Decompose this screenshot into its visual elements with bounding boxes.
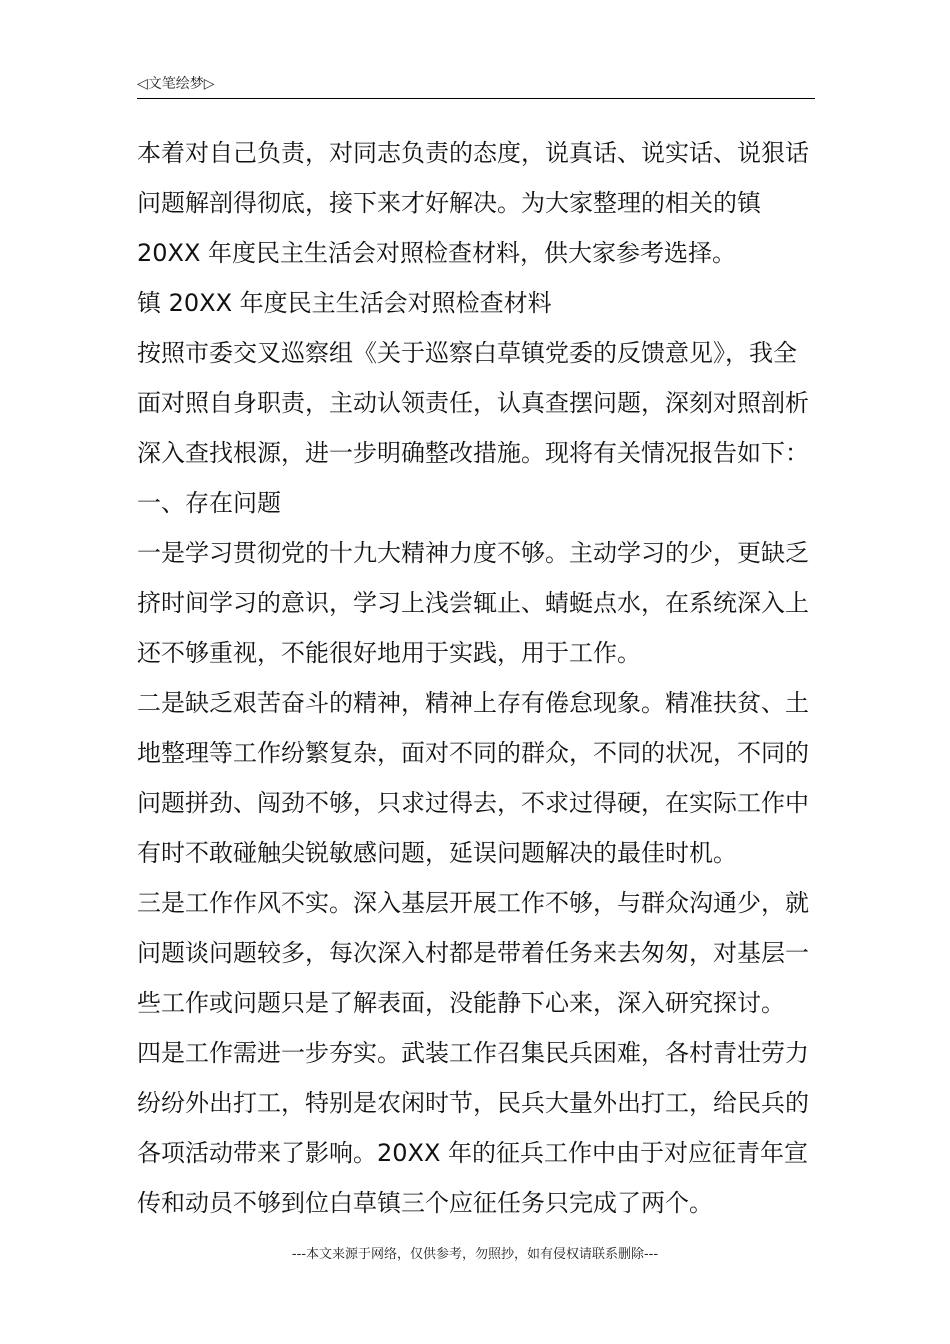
body-line: 传和动员不够到位白草镇三个应征任务只完成了两个。 [137,1189,713,1217]
page-footer: ---本文来源于网络，仅供参考，勿照抄，如有侵权请联系删除--- [291,1247,659,1262]
body-line: 纷纷外出打工，特别是农闲时节，民兵大量外出打工，给民兵的 [137,1089,809,1117]
body-line: 地整理等工作纷繁复杂，面对不同的群众，不同的状况，不同的 [137,739,809,767]
body-line: 二是缺乏艰苦奋斗的精神，精神上存有倦怠现象。精准扶贫、土 [137,689,809,717]
body-line: 还不够重视，不能很好地用于实践，用于工作。 [137,639,641,667]
body-line: 问题解剖得彻底，接下来才好解决。为大家整理的相关的镇 [137,189,761,217]
body-line: 四是工作需进一步夯实。武装工作召集民兵困难，各村青壮劳力 [137,1039,809,1067]
body-line: 各项活动带来了影响。20XX 年的征兵工作中由于对应征青年宣 [137,1139,809,1167]
body-line: 些工作或问题只是了解表面，没能静下心来，深入研究探讨。 [137,989,785,1017]
body-line: 挤时间学习的意识，学习上浅尝辄止、蜻蜓点水，在系统深入上 [137,589,809,617]
body-line: 一是学习贯彻党的十九大精神力度不够。主动学习的少，更缺乏 [137,539,809,567]
body-line: 面对照自身职责，主动认领责任，认真查摆问题，深刻对照剖析 [137,389,809,417]
document-body [137,128,815,1228]
page-header [137,74,815,98]
body-line: 有时不敢碰触尖锐敏感问题，延误问题解决的最佳时机。 [137,839,737,867]
body-line: 问题谈问题较多，每次深入村都是带着任务来去匆匆，对基层一 [137,939,809,967]
body-line: 本着对自己负责，对同志负责的态度，说真话、说实话、说狠话 [137,139,809,167]
body-line: 按照市委交叉巡察组《关于巡察白草镇党委的反馈意见》，我全 [137,339,797,367]
body-line: 20XX 年度民主生活会对照检查材料，供大家参考选择。 [137,239,737,267]
section-heading: 一、存在问题 [137,489,281,517]
header-divider [137,98,815,99]
body-line: 深入查找根源，进一步明确整改措施。现将有关情况报告如下： [137,439,809,467]
document-title: 镇 20XX 年度民主生活会对照检查材料 [137,289,552,317]
body-line: 问题拼劲、闯劲不够，只求过得去，不求过得硬，在实际工作中 [137,789,809,817]
body-line: 三是工作作风不实。深入基层开展工作不够，与群众沟通少，就 [137,889,809,917]
header-title: ◁文笔绘梦▷ [137,76,215,92]
